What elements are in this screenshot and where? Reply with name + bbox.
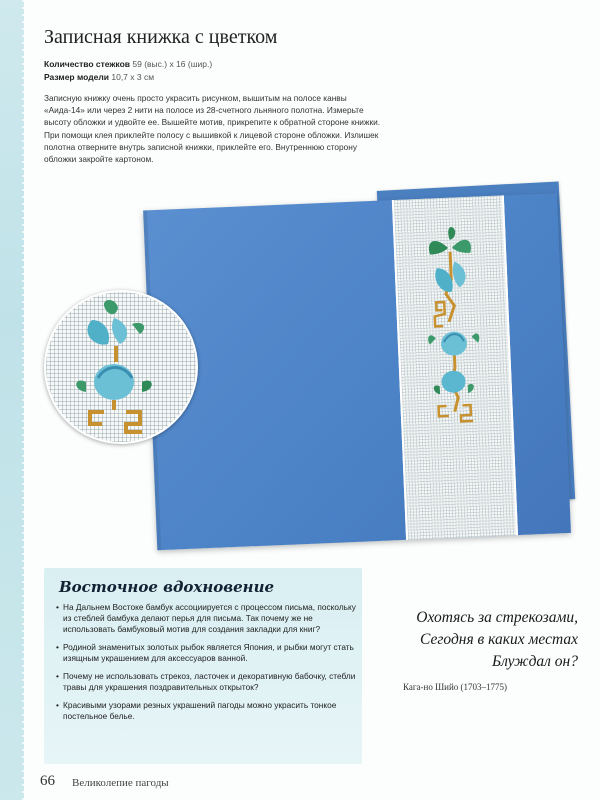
chapter-title: Великолепие пагоды: [72, 777, 169, 789]
info-item: • Родиной знаменитых золотых рыбок является Япония, и рыбки могут стать изящным украшением для аксессуаров ванной.: [56, 642, 356, 664]
embroidery-zoom-detail: [44, 290, 198, 444]
page-title: Записная книжка с цветком: [44, 26, 278, 48]
stitch-count-label: Количество стежков: [44, 59, 130, 69]
haiku-line: Охотясь за стрекозами,: [416, 609, 578, 626]
zoomed-flower-motif: [46, 292, 196, 442]
info-item: • Красивыми узорами резных украшений пагоды можно украсить тонкое постельное белье.: [56, 700, 356, 722]
haiku-line: Блуждал он?: [491, 653, 578, 670]
info-item: • Почему не использовать стрекоз, ласточек и декоративную бабочку, стебли травы для украшения поздравительных открыток?: [56, 671, 356, 693]
notebook-photo: [143, 193, 571, 550]
stitch-count-value: 59 (выс.) х 16 (шир.): [132, 59, 213, 69]
haiku: [370, 607, 578, 673]
model-size-label: Размер модели: [44, 72, 109, 82]
info-box: [44, 568, 362, 764]
decorative-side-strip: [0, 0, 24, 800]
haiku-line: Сегодня в каких местах: [420, 631, 578, 648]
page-number: 66: [40, 773, 55, 789]
flower-embroidery: [394, 196, 516, 540]
info-item: • На Дальнем Востоке бамбук ассоциируется с процессом письма, поскольку из стеблей бамбука делают перья для письма. Так почему же не использовать бамбуковый мотив для создания закладки для книг?: [56, 602, 356, 635]
stitch-count: [44, 59, 212, 69]
model-size-value: 10,7 х 3 см: [111, 72, 155, 82]
info-list: [56, 602, 356, 729]
instructions-text: Записную книжку очень просто украсить рисунком, вышитым на полосе канвы «Аида-14» или через 2 нити на полосе из 28-счетного льняного полотна. Измерьте высоту обложки и удвойте ее. Вышейте мотив, прикрепите к обратной стороне книжки. При помощи клея приклейте полосу с вышивкой к лицевой стороне обложки. Излишек полотна отверните внутрь записной книжки, приклейте его. Внутреннюю сторону обложки закройте картоном.: [44, 93, 381, 165]
info-box-title: Восточное вдохновение: [59, 578, 275, 596]
model-size: [44, 72, 154, 82]
haiku-author: Кага-но Шийо (1703–1775): [402, 682, 508, 692]
embroidered-canvas-strip: [392, 195, 518, 539]
